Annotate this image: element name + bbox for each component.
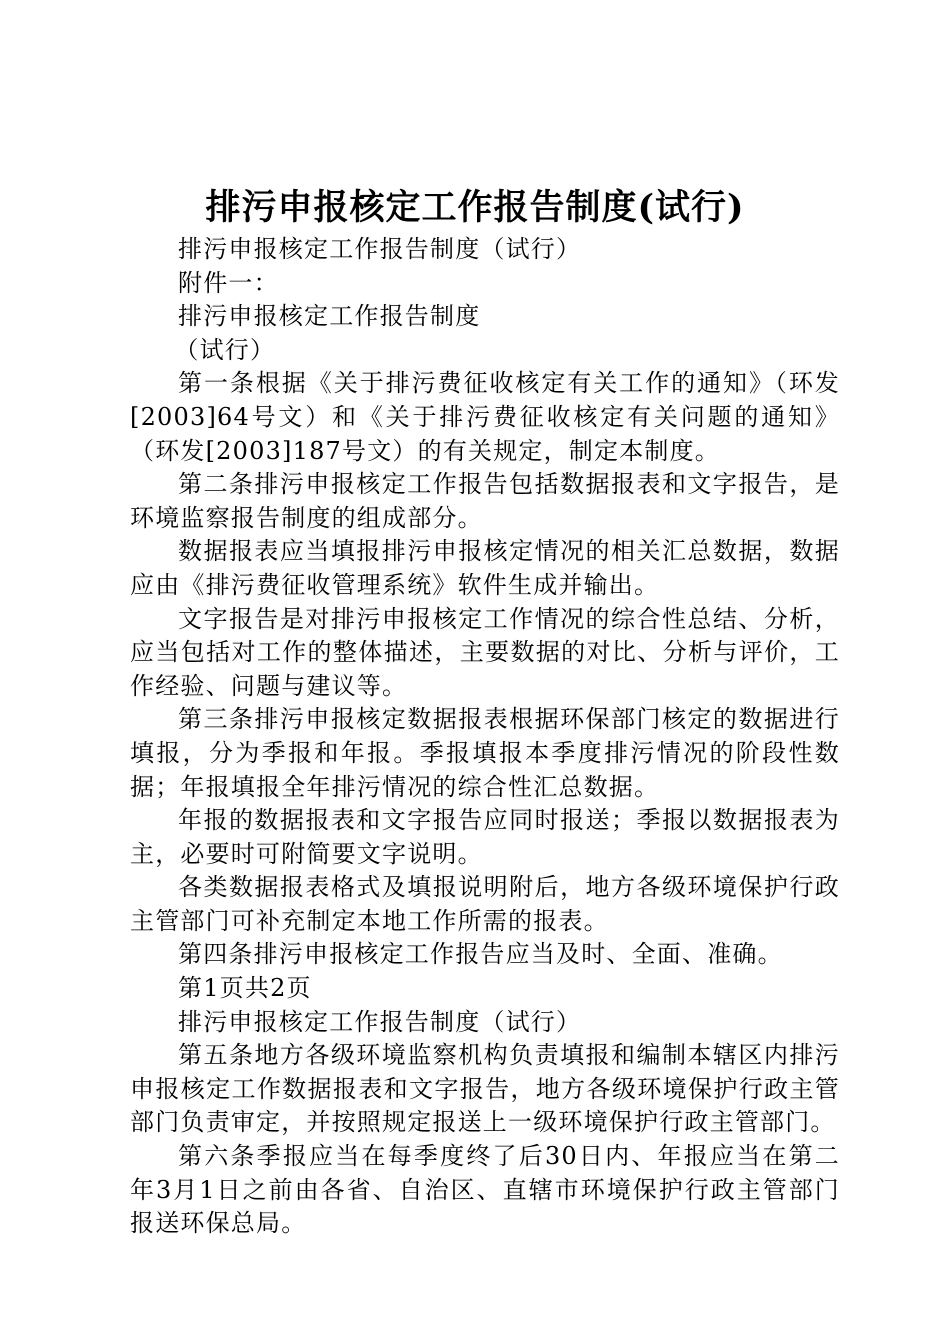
paragraph-text-report: 文字报告是对排污申报核定工作情况的综合性总结、分析，应当包括对工作的整体描述，主要数据的对比、分析与评价，工作经验、问题与建议等。 bbox=[130, 604, 840, 700]
paragraph-data-report: 数据报表应当填报排污申报核定情况的相关汇总数据，数据应由《排污费征收管理系统》软件生成并输出。 bbox=[130, 537, 840, 599]
document-body bbox=[130, 233, 840, 1241]
paragraph-article-4: 第四条排污申报核定工作报告应当及时、全面、准确。 bbox=[178, 940, 783, 969]
paragraph-regulation-name: 排污申报核定工作报告制度 bbox=[178, 302, 481, 331]
paragraph-running-title: 排污申报核定工作报告制度（试行） bbox=[178, 1007, 582, 1036]
paragraph-attachment-label: 附件一： bbox=[178, 268, 279, 297]
paragraph-article-3: 第三条排污申报核定数据报表根据环保部门核定的数据进行填报，分为季报和年报。季报填报本季度排污情况的阶段性数据；年报填报全年排污情况的综合性汇总数据。 bbox=[130, 705, 840, 801]
paragraph-article-6: 第六条季报应当在每季度终了后30日内、年报应当在第二年3月1日之前由各省、自治区、直辖市环境保护行政主管部门报送环保总局。 bbox=[130, 1142, 840, 1238]
paragraph-annual-report: 年报的数据报表和文字报告应同时报送；季报以数据报表为主，必要时可附简要文字说明。 bbox=[130, 806, 840, 868]
page-number: 第1页共2页 bbox=[178, 974, 312, 1003]
paragraph-report-formats: 各类数据报表格式及填报说明附后，地方各级环境保护行政主管部门可补充制定本地工作所需的报表。 bbox=[130, 873, 840, 935]
document-title: 排污申报核定工作报告制度(试行) bbox=[205, 187, 745, 228]
paragraph-article-1: 第一条根据《关于排污费征收核定有关工作的通知》（环发[2003]64号文）和《关于排污费征收核定有关问题的通知》（环发[2003]187号文）的有关规定，制定本制度。 bbox=[130, 369, 840, 465]
paragraph-article-5: 第五条地方各级环境监察机构负责填报和编制本辖区内排污申报核定工作数据报表和文字报告，地方各级环境保护行政主管部门负责审定，并按照规定报送上一级环境保护行政主管部门。 bbox=[130, 1041, 840, 1137]
paragraph-article-2: 第二条排污申报核定工作报告包括数据报表和文字报告，是环境监察报告制度的组成部分。 bbox=[130, 470, 840, 532]
paragraph-trial-note: （试行） bbox=[174, 335, 276, 364]
paragraph-subtitle: 排污申报核定工作报告制度（试行） bbox=[178, 235, 582, 263]
